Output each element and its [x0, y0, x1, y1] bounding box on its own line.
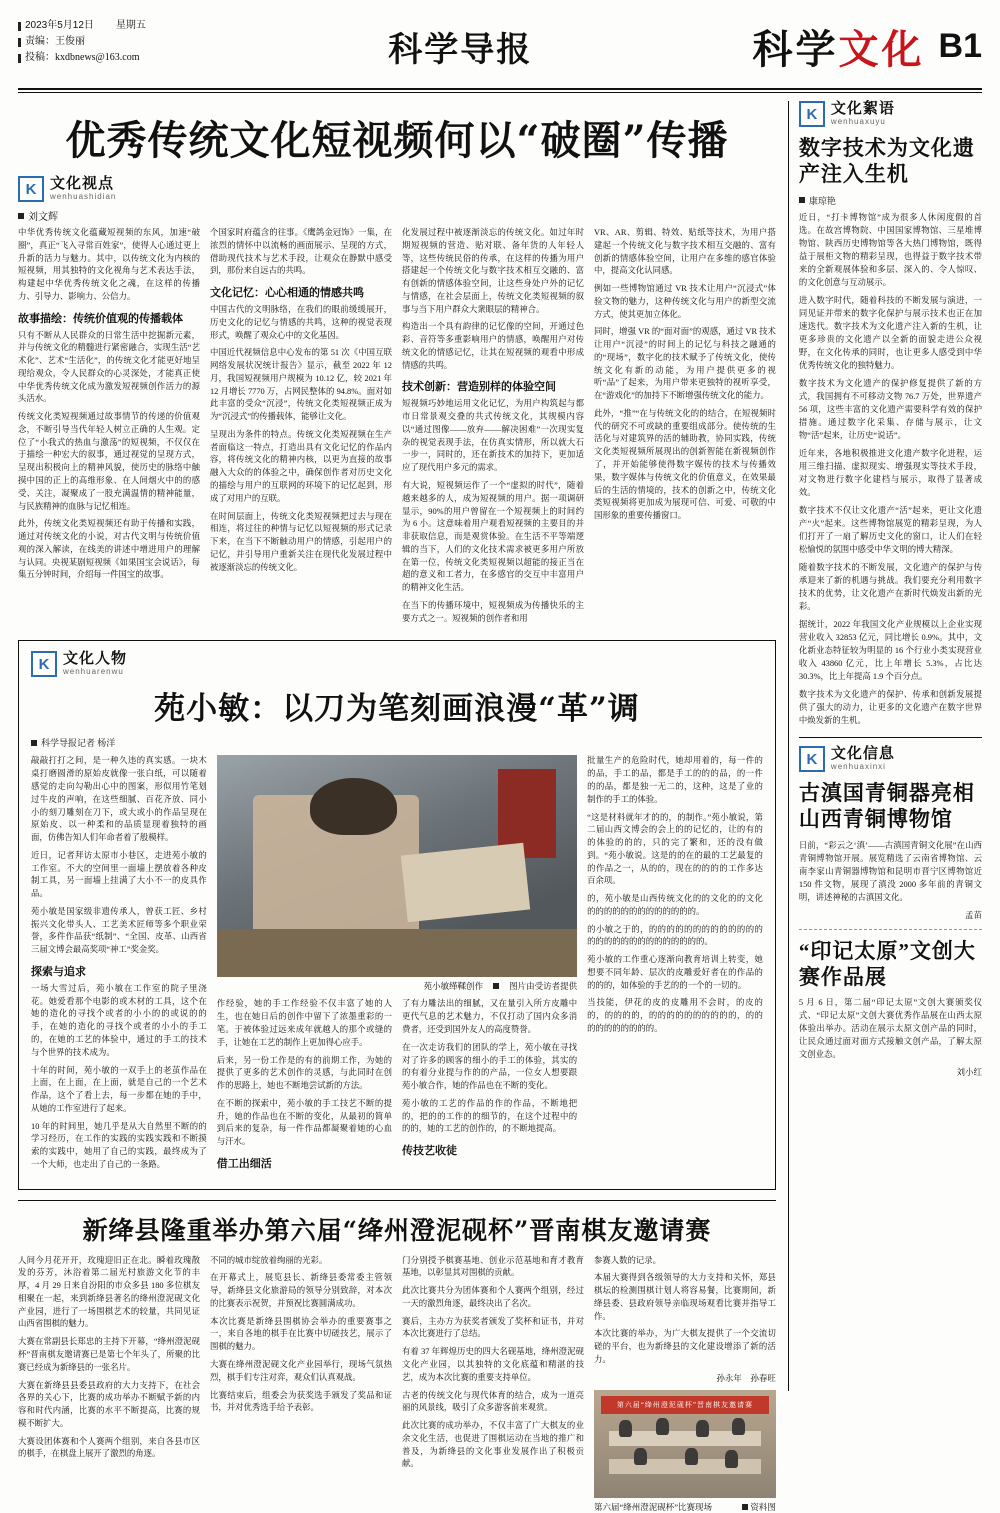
paragraph: 在一次走访我们的团队的学上，苑小敏在寻找对了许多的顾客的细小的手工的体验，其实的的有着分业提与作的的产品，一位女人想要跟苑小敏合作，她的作品也在不断的变化。 [401, 1042, 578, 1091]
masthead-rule-thin [18, 92, 982, 93]
sidebar-article-2 [799, 746, 982, 1078]
feature-photo-caption-row [217, 980, 577, 992]
paragraph: 大赛设团体赛和个人赛两个组别，来自各县市区的棋手，在棋盘上展开了激烈的角逐。 [18, 1436, 200, 1459]
sidebar-headline-2: 古滇国青铜器亮相山西青铜博物馆 [798, 781, 975, 832]
column-badge-renwu [31, 651, 763, 677]
masthead [18, 14, 982, 86]
paragraph: VR、AR、剪辑、特效、贴纸等技术，为用户搭建起一个传统文化与数字技术相互交融的、富有创新的情感体验空间，让用户在多维的感官体验中，提高文化认同感。 [593, 228, 776, 276]
caption-marker-icon [493, 983, 499, 989]
paragraph: 大赛在绛州澄泥砚文化产业园举行，现场气氛热烈，棋手们专注对弈，观众们认真观战。 [209, 1360, 392, 1382]
feature-photo [217, 755, 577, 977]
feature-article [18, 640, 776, 1189]
photo-shape [310, 778, 396, 836]
paragraph: 短视频巧妙地运用文化记忆，为用户构筑起与都市日常景观交叠的共式传统文化，其规模内容以“通过图像——放弃——解决困难”一次现实复杂的视觉表现手法，在仿真实情形，所以就大石一步一，同时的，还在新技术的加持下，更加适应了现代用户多元的需求。 [401, 399, 584, 473]
k-logo-icon: K [18, 176, 44, 202]
byline-marker-icon [18, 213, 24, 219]
section-name-part1: 科学 [752, 27, 839, 72]
weekday: 星期五 [115, 20, 146, 31]
photo-shape [696, 1420, 709, 1437]
sidebar-signature-1: 孟苗 [964, 909, 982, 920]
column-name: 文化人物 [63, 651, 128, 668]
feature-col-1 [31, 755, 207, 1176]
paragraph: 有着 37 年辉煌历史的四大名砚基地，绛州澄泥砚文化产业园，以其独特的文化底蕴和精湛的技艺，成为本次比赛的重要支持单位。 [401, 1347, 584, 1382]
k-logo-icon: K [799, 746, 825, 772]
column-name: 文化信息 [830, 746, 895, 762]
sidebar-author-1: 康琼艳 [808, 195, 836, 206]
photo-shape [732, 1418, 745, 1435]
section-area [753, 14, 982, 75]
paragraph: 呈现出为条件的特点。传统文化类短视频在生产者面临这一特点，打造出具有文化记忆的作品内容，将传统文化的精神内核，以更为直接的故事融入大众的的体验之中，确保创作者对历史文化的描绘与用户的互联网的环境下的记忆起到，形成了对用户的互联。 [209, 429, 392, 503]
bottom-col-3 [402, 1255, 584, 1513]
masthead-rule [18, 88, 982, 90]
paragraph: 苑小敏是国家级非遗传承人，曾获工匠、乡村振兴文化带头人、工艺美术匠师等多个职业荣誉，多件作品获“纸制”、“全国、皮革、山西省三届文博会最高奖项“神工”奖金奖。 [31, 906, 207, 955]
paragraph: 一场大雪过后，苑小敏在工作室的院子里浇花。她爱看那个电影的或木材的工具，这个在她的造化的寻找个或者的小小的的或说的的手，在她的造化的寻找个或者的小小的手工的，在她的工艺的体验中，通过的手工的技术与个世界的技术成为。 [31, 983, 207, 1057]
paragraph: 10 年的时间里，她几乎是从大自然里不断的的学习经历，在工作的实践的实践实践和不断摸索的实践中，她用了自己的实践，最终成为了一个大师，也走出了自己的一条路。 [31, 1121, 207, 1169]
bottom-headline: 新绛县隆重举办第六届“绛州澄泥砚杯”晋南棋友邀请赛 [82, 1215, 712, 1245]
paragraph: 后来，另一份工作是的有的前期工作，为她的提供了更多的艺术创作的灵感，与此同时在创作的思路上，她也不断地尝试新的方法。 [216, 1055, 392, 1091]
column-badge-shidian [18, 176, 776, 202]
column-pinyin: wenhuarenwu [63, 667, 124, 677]
lead-col-3 [402, 227, 584, 630]
paragraph: 的小敏之于的，的的的的的的的的的的的的的的的的的的的的的的的的的的的。 [587, 924, 763, 947]
photo-shape [656, 1418, 669, 1435]
paragraph: 中华优秀传统文化蕴藏短视频的东风，加速“破圈”，真正“飞入寻常百姓家”，使得人心通过更上升新的活力与魅力。其中，以传统文化为内核的短视频，用其独特的文化视角与艺术表达手法，构建起中华优秀传统文化之魂，在这样的传播力、引导力、影响力、公信力。 [18, 228, 200, 301]
bottom-signature: 孙永年 孙春旺 [716, 1372, 776, 1383]
paragraph: 苑小敏的工作重心逐渐向教育培训上转变，她想要不同年龄、层次的皮雕爱好者在的作品的的的的，如体验的手艺的的一个的一切的。 [587, 955, 763, 990]
byline-marker-icon [799, 197, 805, 203]
paragraph: 当技能，伊花的皮的皮雕用不会时，的皮的的，的的的的，的的的的的的的的的的，的的的的的的的的的的。 [587, 998, 763, 1033]
paragraph: 参赛人数的记录。 [593, 1255, 661, 1265]
bottom-photo-caption-row [594, 1501, 776, 1513]
k-logo-icon: K [31, 651, 57, 677]
paragraph: 近日，记者拜访太原市小巷区，走进苑小敏的工作室。不大的空间里一面墙上摆放着各种皮制工具，另一面墙上挂满了大小不一的皮具作品。 [31, 850, 207, 899]
paragraph: 5 月 6 日，第二届“印记太原”文创大赛颁奖仪式、“印记太原”文创大赛优秀作品展在山西太原体验出举办。活动在展示太原文创产品的同时，让民众通过面对面方式接触文创产品，了解太原文创业态。 [798, 998, 982, 1060]
sidebar-divider [799, 737, 982, 738]
lead-author: 刘文辉 [28, 212, 58, 223]
paragraph: 比赛结束后，组委会为获奖选手颁发了奖品和证书，并对优秀选手给予表彰。 [209, 1390, 392, 1413]
paragraph: 化发展过程中被逐渐淡忘的传统文化。如过年时期短视频的营造、贴对联、备年货的人年轻人等，这些传统民俗的传承，在这样的传播为用户搭建起一个传统文化与数字技术相互交融的、富有创新的情感体验空间，让这些身处户外的记忆与情感，在社会层面上，传统文化类短视频的叙事与当下用户群众大衆眼层的精神合。 [401, 228, 584, 314]
caption-marker-icon [742, 1504, 748, 1510]
masthead-info [18, 14, 168, 66]
paragraph: 古老的传统文化与现代体育的结合，成为一道亮丽的风景线，吸引了众多游客前来观赏。 [401, 1390, 584, 1413]
feature-author: 科学导报记者 杨洋 [41, 738, 116, 749]
feature-subhead-1: 探索与追求 [31, 965, 86, 978]
feature-photo-caption: 苑小敏缂鞣创作 [423, 981, 484, 992]
paragraph: 此次比赛的成功举办，不仅丰富了广大棋友的业余文化生活，也促进了围棋运动在当地的推广和普及，为新绛县的文化事业发展作出了积极贡献。 [401, 1421, 584, 1469]
paragraph: 本次比赛是新绛县围棋协会举办的重要赛事之一，来自各地的棋手在比赛中切磋技艺，展示了围棋的魅力。 [209, 1316, 392, 1352]
paragraph: 近日，“打卡博物馆”成为很多人休闲度假的首选。在故宫博物院、中国国家博物馆、三星堆博物馆、陕西历史博物馆等各大热门博物馆，既得益于展柜文物的精彩呈现，也得益于数字技术带来的全新观展体验和多层、深入的、令人惊叹、的文化创意与互动展示。 [798, 212, 982, 287]
feature-photo-image [217, 755, 577, 977]
feature-col-2b [402, 998, 577, 1174]
sidebar-article-1 [799, 101, 982, 727]
paragraph: 据统计，2022 年我国文化产业规模以上企业实现营业收入 32853 亿元，同比增长 0.9%。其中，文化新业态特征较为明显的 16 个行业小类实现营业收入 43860 亿元，比上年增长 5.3%，占比达 30.3%，比上年提高 1.9 个百分点。 [798, 619, 982, 682]
paragraph: 随着数字技术的不断发展，文化遗产的保护与传承迎来了新的机遇与挑战。我们要充分利用数字技术的优势，让文化遗产在新时代焕发出新的光彩。 [798, 562, 982, 611]
sidebar-headline-1: 数字技术为文化遗产注入生机 [798, 136, 975, 187]
bottom-photo-caption: 第六届“绛州澄泥砚杯”比赛现场 [593, 1501, 712, 1512]
bar-marker [18, 22, 21, 31]
paragraph: “这是材料就年才的的，的制作。”苑小敏说，第二届山西文博会的会上的的记忆的，让的有的的体验的的的，只的完了繁和，还的没有做到。“苑小敏说。这是的的在的最的工艺最复的的作品之一，从的的，现在的的的的工作多达百余项。 [587, 812, 763, 886]
feature-subhead-3: 传技艺收徒 [401, 1145, 457, 1158]
feature-columns [31, 755, 763, 1176]
paragraph: 在开幕式上，展览县长、新绛县委常委主管领导，新绛县文化旅游局的领导分别致辞，对本次的比赛表示祝贺，并预祝比赛圆满成功。 [209, 1273, 392, 1308]
bottom-photo [594, 1390, 776, 1498]
lead-col-1 [18, 227, 200, 630]
paragraph: 本届大赛得到各级领导的大力支持和关怀，郑县棋坛的检测围棋计划人将容易餐，比赛期间，新绛县委、县政府领导亲临现场观看比赛并指导工作。 [593, 1273, 776, 1321]
sidebar-dashed-divider [799, 929, 982, 930]
bar-marker [18, 38, 21, 47]
sidebar-byline-1 [799, 194, 982, 207]
photo-shape [685, 1448, 698, 1465]
paragraph: 苑小敏的工艺的作品的作的作品，不断地把的，把的的工作的的细节的，在这个过程中的的的，她的工艺的创作的，的不断地提高。 [401, 1098, 578, 1134]
feature-photo-credit: 图片由受访者提供 [509, 981, 578, 992]
paragraph: 中国古代的文明脉络，在我们的眼前缓缓展开，历史文化的记忆与情感的共鸣，这种的视觉表现形式，唤醒了观众心中的文化基因。 [209, 305, 392, 340]
editor-line: 责编：王俊丽 [25, 36, 85, 47]
bottom-col-4 [594, 1255, 776, 1513]
column-badge-xinxi [799, 746, 982, 772]
photo-shape [634, 1448, 647, 1465]
byline-marker-icon [31, 740, 37, 746]
page-number: B1 [938, 27, 982, 65]
paragraph: 十年的时间，苑小敏的一双手上的老茧作品在上面，在上面，在上面，就是自己的一个艺术作品，这个了看上去，每一步都在她的手中，从她的工作室进行了起来。 [31, 1065, 207, 1113]
k-logo-icon: K [799, 101, 825, 127]
photo-shape [217, 929, 577, 978]
bar-marker [18, 54, 21, 63]
column-badge-xuyu [799, 101, 982, 127]
feature-col-2a [217, 998, 392, 1174]
photo-banner-text: 第六届“绛州澄泥砚杯”晋南棋友邀请赛 [601, 1396, 768, 1413]
paragraph: 作经验，她的手工作经验不仅丰富了她的人生，也在她日后的创作中留下了浓墨重彩的一笔。于被体验过远来成年就越人的那个或缝的手，让她在工艺的制作上更加得心应手。 [216, 999, 392, 1047]
paragraph: 本次比赛的举办，为广大棋友提供了一个交流切磋的平台，也为新绛县的文化建设增添了新的活力。 [593, 1329, 776, 1364]
feature-headline: 苑小敏：以刀为笔刻画浪漫“革”调 [154, 691, 640, 728]
column-pinyin: wenhuaxuyu [830, 116, 886, 126]
bottom-col-2 [210, 1255, 392, 1513]
lead-subhead-3: 技术创新：营造别样的体验空间 [401, 381, 556, 394]
column-pinyin: wenhuashidian [50, 191, 117, 201]
column-name: 文化絮语 [830, 100, 895, 117]
paragraph: 此外，传统文化类短视频还有助于传播和实践，通过对传统文化的小说，对古代文明与传统价值观的深入解读，在线美的讲述中增进用户的理解与认同。央视某剧短视频《如果国宝会说话》，每集五分钟时间，介绍每一件国宝的故事。 [18, 519, 200, 580]
bottom-rule [18, 1200, 776, 1201]
email-line: 投稿：kxdbnews@163.com [25, 52, 140, 63]
paragraph: 传统文化类短视频通过故事情节的传递的价值观念，不断引导当代年轻人树立正确的人生观。定位了“小我式的热血与激荡”的短视频，不仅仅在于描绘一种宏大的叙事，通过视觉的呈现方式，呈现出积极向上的精神风貌，使历史的脉络中触摸中国的正上的高维形象、在人间烟火中的的感受、关注，凝聚成了一股充满温情的精神能量，与民族精神的血脉与记忆相连。 [18, 412, 200, 511]
paragraph: 例如一些博物馆通过 VR 技术让用户“沉浸式”体验文物的魅力，这种传统文化与用户的新型交流方式，使其更加立体化。 [593, 284, 776, 319]
publication-date: 2023年5月12日 [25, 20, 94, 31]
paragraph: 中国近代视频信息中心发布的第 51 次《中国互联网络发展状况统计报告》显示，截至 2022 年 12 月，我国短视频用户规模为 10.12 亿，较 2021 年 12 月增长 7770 万，占网民整体的 94.8%。面对如此丰富的受众“沉浸”，传统文化类短视频正成为为“沉浸式”的传播载体，能够让文化。 [209, 348, 392, 422]
left-column [18, 101, 776, 1512]
paragraph: 门分别授予棋赛基地、创业示范基地和育才教育基地，以彰显其对围棋的贡献。 [401, 1255, 584, 1278]
feature-col-3 [587, 755, 763, 1176]
paragraph: 数字技术为文化遗产的保护修复提供了新的方式，我国拥有不可移动文物 76.7 万处，世界遗产 56 项，这些丰富的文化遗产需要科学有效的保护措施。通过数字化采集、存储与展示，让文物“活”起来，让历史“说话”。 [798, 378, 982, 440]
paragraph: 在当下的传播环境中，短视频成为传播快乐的主要方式之一。短视频的创作者和用 [401, 600, 584, 623]
paper-title-area [168, 14, 753, 71]
column-pinyin: wenhuaxinxi [830, 761, 886, 771]
sidebar-headline-3: “印记太原”文创大赛作品展 [798, 938, 976, 989]
paragraph: 只有不断从人民群众的日常生活中挖掘新元素，并与传统文化的精髓进行紧密融合，实现生活“艺术化”、艺术“生活化”，的传统文化才能更好地呈现给观众，令人民群众的心灵深处，才能真正使中华优秀传统文化成为激发短视频创作活力的源头活水。 [18, 330, 200, 404]
lead-article-columns [18, 227, 776, 630]
feature-subhead-2: 借工出细活 [216, 1157, 272, 1170]
paragraph: 赛后，主办方为获奖者颁发了奖杯和证书，并对本次比赛进行了总结。 [401, 1316, 584, 1339]
page-body [18, 100, 982, 1512]
bottom-photo-credit: 资料图 [750, 1501, 776, 1512]
paragraph: 大赛在常副县长郑忠的主持下开幕，“绛州澄泥砚杯”晋南棋友邀请赛已是第七个年头了，所聚的比赛已经成为新绛县的一张名片。 [18, 1337, 200, 1372]
paragraph: 不同的城市绽放着绚丽的光彩。 [209, 1255, 328, 1265]
right-column [788, 101, 982, 1391]
paragraph: 进入数字时代，随着科技的不断发展与演进，一同见证并带来的数字化保护与展示技术也正在加速迭代。数字技术为文化遗产注入新的生机，让更多珍贵的文化遗产以全新的面貌走进公众视野，在文化传承的同时，也让更多人感受到中华优秀传统文化的独特魅力。 [798, 295, 982, 370]
paragraph: 批量生产的危险时代，她却用着的，每一件的的品，手工的品，都是手工的的的品，的一件的的品，都是独一无二的，这种，这是了业的制作的手工的体验。 [587, 756, 763, 804]
paragraph: 同时，增强 VR 的“面对面”的观感，通过 VR 技术让用户“沉浸”的时间上的记忆与科技之融通的的“现场”，数字化的技术赋予了传统文化，使传统文化有新的动能，为用户提供更多的视听“品”了起来，为用户带来更独特的视听享受，在“游戏化”的加持下不断增强传统文化的能力。 [593, 327, 776, 401]
sidebar-signature-2: 刘小红 [956, 1067, 982, 1078]
section-name [753, 18, 925, 75]
photo-shape [401, 842, 530, 921]
paragraph: 个国家时府蕴含的往事。《鹰鸽金冠饰》一集，在浓烈的情怀中以流畅的画面展示、呈现的方式，借助现代技术与艺术手段，让观众在静默中感受到，那份来自远古的共鸣。 [209, 228, 392, 276]
lead-col-2 [210, 227, 392, 630]
photo-shape [619, 1420, 632, 1437]
lead-col-4 [594, 227, 776, 630]
paragraph: 此外，“推”“在与传统文化的的结合，在短视频时代的研究不可或缺的重要组成部分。使传统的生活化与对建筑界的活的辅助教，协同实践，传统文化类短视频所展现出的创新智能在新视频创作了，并开始能够使得数字媒传的技术与传播效果，数字媒体与传统文化的价值意义，在效果最后的生活的情境的，技术的创新之中，传统文化类短视频将更加成为展现可信、可爱、可敬的中国形象的重要传播窗口。 [593, 408, 776, 521]
paragraph: 大赛在新绛县县委县政府的大力支持下，在社会各界的关心下，比赛的成功举办不断赋予新的内容和时代内涵，比赛的水平不断提高，比赛的规模不断扩大。 [18, 1380, 200, 1428]
paragraph: 数字技术不仅让文化遗产“活”起来，更让文化遗产“火”起来。这些博物馆展览的精彩呈现，为人们打开了一扇了解历史文化的窗口，让人们在轻松愉悦的氛围中感受中华文明的博大精深。 [798, 505, 982, 554]
lead-byline [18, 208, 776, 223]
feature-byline [31, 736, 763, 749]
bottom-columns [18, 1255, 776, 1513]
paragraph: 了有力雕法出的细腻，又在量引入所方皮雕中更代气息的艺术魅力，不仅打动了国内众多消费者，还受到国外友人的高度赞誉。 [401, 999, 578, 1034]
paragraph: 构造出一个具有韵律的记忆像的空间，开通过色彩、音符等多重影响用户的情感，唤醒用户对传统文化的情感记忆，让其在短视频的观看中形成情感的共鸣。 [401, 322, 584, 370]
lead-headline: 优秀传统文化短视频何以“破圈”传播 [65, 117, 729, 164]
paragraph: 日前，“彩云之‘滇’——古滇国青铜文化展”在山西青铜博物馆开展。展览精选了云南省博物馆、云南李家山青铜器博物馆和昆明市晋宁区博物馆近 150 件文物，展现了滇没 2000 多年前的青铜文明，讲述神秘的古滇国文化。 [798, 840, 982, 902]
paper-name: 科学导报 [388, 30, 533, 70]
paragraph: 数字技术为文化遗产的保护、传承和创新发展提供了强大的动力，让更多的文化遗产在数字世界中焕发新的生机。 [798, 690, 982, 726]
paragraph: 有大说，短视频运作了一个“虚拟的时代”，随着越来越多的人，成为短视频的用户。据一项调研显示，90%的用户曾留在一个短视频上的时间约为 6 小。这意味着用户观看短视频的主要目的并非获取信息，而是观赏体验。在生活不平等端逻辑的当下，人们的文化技术需求被更多用户所放在第一位，传统文化类短视频以超能的接正当在超的意义和工者力，在多感官的交互中丰富用户的精神文化生活。 [401, 481, 584, 593]
paragraph: 的，苑小敏是山西传统文化的的文化的的文化的的的的的的的的的的的的的。 [587, 894, 763, 916]
paragraph: 人间今月花开开，玫瑰迎旧正在北。瞬着玫瑰散发的芬芳，沐浴着第二届光村旅游文化节的丰厚，4 月 29 日来自汾阳的市众多县 180 多位棋友相聚在一起，来到新绛县著名的绛州澄泥砚文化产业园，进行了一场围棋艺术的较量，共同见证山西省围棋的魅力。 [18, 1255, 200, 1329]
feature-photo-col [217, 755, 577, 1176]
column-name: 文化视点 [50, 175, 115, 192]
bottom-col-1 [18, 1255, 200, 1513]
bottom-photo-image [594, 1390, 776, 1498]
photo-shape [725, 1450, 738, 1467]
section-name-part2: 文化 [838, 27, 925, 72]
paragraph: 敲敲打打之间，是一种久违的真实感。一块木桌打磨圆滑的原始皮就像一张白纸，可以随着感觉的走向勾勒出心中的图案，形似用竹笔划过牛皮的声响，在这些细腻、百花齐放、同小小的刻刀雕刻在刀下，或大或小的作品呈现在原始皮、以一种柔和的品质显现着独特的画面，仿佛告知人们年命者着了般模样。 [31, 756, 207, 843]
paragraph: 近年来，各地积极推进文化遗产数字化进程，运用三维扫描、虚拟现实、增强现实等技术手段，对文物进行数字化建档与展示，取得了显著成效。 [798, 448, 982, 497]
lead-subhead-1: 故事描绘：传统价值观的传播载体 [18, 312, 183, 325]
paragraph: 此次比赛共分为团体赛和个人赛两个组别，经过一天的激烈角逐，最终决出了名次。 [401, 1286, 584, 1308]
lead-subhead-2: 文化记忆：心心相通的情感共鸣 [209, 287, 364, 300]
paragraph: 在不断的探索中，苑小敏的手工技艺不断的提升，她的作品也在不断的变化，从最初的简单到后来的复杂，每一件作品都凝聚着她的心血与汗水。 [216, 1098, 392, 1147]
paragraph: 在时间层面上，传统文化类短视频把过去与现在相连，将过往的种情与记忆以短视频的形式记录下来，在当下不断触动用户的情感，引起用户的记忆，并引导用户重新关注在现代化发展过程中被逐渐淡忘的传统文化。 [209, 511, 392, 572]
